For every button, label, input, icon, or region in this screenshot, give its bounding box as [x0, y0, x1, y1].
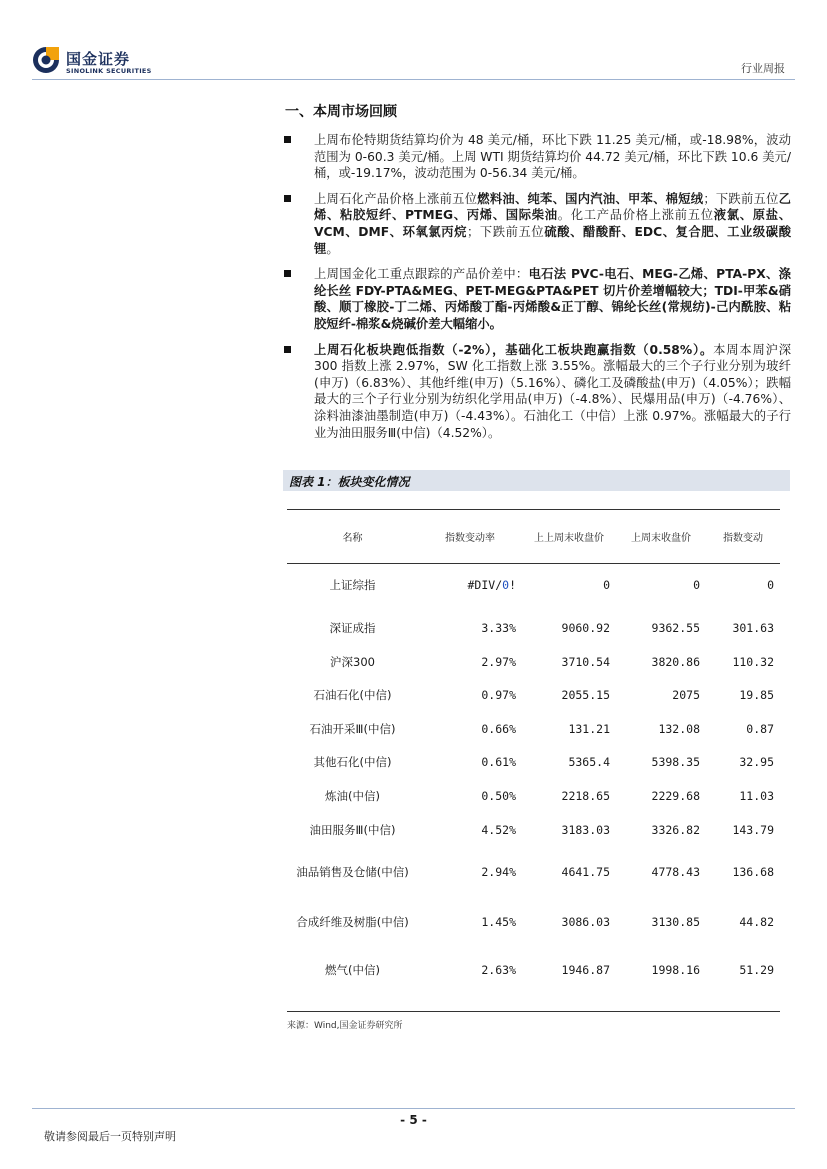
table-row: [287, 846, 780, 898]
cell-prev: 132.08: [658, 721, 700, 736]
cell-prev: 3130.85: [651, 914, 700, 929]
cell-name: 油品销售及仓储(中信): [296, 865, 409, 879]
table-row: [287, 898, 780, 945]
header-change: 指数变动: [723, 532, 763, 544]
bullet-bold-text: 液氯、原盐、VCM、DMF、环氧氯丙烷: [314, 208, 791, 239]
bullet-square-icon: [284, 136, 291, 143]
bullet-item: [283, 191, 791, 257]
cell-name: 石油石化(中信): [313, 688, 392, 702]
table-row: [287, 560, 780, 610]
cell-rate: 0.50%: [481, 789, 516, 803]
table-row: [287, 945, 780, 995]
bullet-item: [283, 342, 791, 442]
cell-rate: 2.94%: [481, 865, 516, 879]
cell-name: 炼油(中信): [325, 789, 380, 803]
logo-text-en: SINOLINK SECURITIES: [66, 67, 152, 75]
bullet-text: 上周石化产品价格上涨前五位: [314, 191, 478, 206]
bullet-text: 上周国金化工重点跟踪的产品价差中：: [314, 267, 529, 282]
bullet-text: 上周布伦特期货结算均价为 48 美元/桶，环比下跌 11.25 美元/桶，或-18.98%，波动范围为 0-60.3 美元/桶。上周 WTI 期货结算均价 44.72 美元/桶，环比下跌 10.6 美元/桶，或-19.17%，波动范围为 0-56.34 美元/桶。: [314, 133, 791, 181]
cell-change: 136.68: [732, 865, 774, 879]
page-number: - 5 -: [400, 1113, 427, 1127]
cell-name: 油田服务Ⅲ(中信): [309, 822, 396, 837]
company-logo: [32, 43, 172, 79]
cell-change: 0.87: [746, 721, 774, 736]
table-row: [287, 645, 780, 678]
cell-prev2: 3710.54: [561, 654, 610, 669]
table-header-row: [287, 512, 780, 560]
cell-change: 110.32: [732, 654, 774, 669]
bullet-square-icon: [284, 195, 291, 202]
bullet-bold-text: 硫酸、醋酸酐、EDC、复合肥、工业级碳酸锂: [314, 224, 791, 256]
header-prev2: 上上周末收盘价: [534, 532, 604, 544]
header-prev: 上周末收盘价: [631, 532, 691, 544]
cell-prev2: 0: [603, 578, 610, 592]
cell-prev2: 3086.03: [561, 914, 610, 929]
bullet-bold-text: 燃料油、纯苯、国内汽油、甲苯、棉短绒: [477, 191, 704, 206]
bullet-bold-text: 电石法 PVC-电石、MEG-乙烯、PTA-PX、涤纶长丝 FDY-PTA&MEG、PET-MEG&PTA&PET 切片价差增幅较大；TDI-甲苯&硝酸、顺丁橡胶-丁二烯、丙烯酸丁酯-丙烯酸&正丁醇、锦纶长丝(常规纺)-己内酰胺、粘胶短纤-棉浆&烧碱价差大幅缩小。: [314, 267, 791, 331]
bullet-item: [283, 132, 791, 182]
bullet-text: 本周本周沪深 300 指数上涨 2.97%，SW 化工指数上涨 3.55%。涨幅最大的三个子行业分别为玻纤(申万)（6.83%）、其他纤维(申万)（5.16%）、磷化工及磷酸盐(申万)（4.05%）；跌幅最大的三个子行业分别为纺织化学用品(申万)（-4.8%）、民爆用品(申万)（-4.76%）、涂料油漆油墨制造(申万)（-4.43%）。石油化工（中信）上涨 0.97%。涨幅最大的子行业为油田服务Ⅲ(中信)（4.52%）。: [314, 342, 791, 440]
cell-prev2: 9060.92: [561, 620, 610, 635]
figure-title-band: [283, 470, 790, 491]
cell-change: 19.85: [739, 688, 774, 702]
bullet-item: [283, 266, 791, 332]
section-title: 一、本周市场回顾: [285, 104, 397, 120]
header-name: 名称: [342, 532, 363, 544]
header-rate: 指数变动率: [445, 532, 495, 544]
cell-name: 沪深300: [330, 654, 375, 669]
cell-prev: 3820.86: [651, 654, 700, 669]
cell-prev: 5398.35: [651, 755, 700, 769]
cell-prev: 2075: [672, 688, 700, 702]
cell-name: 石油开采Ⅲ(中信): [309, 721, 396, 736]
cell-name: 合成纤维及树脂(中信): [296, 914, 409, 929]
cell-change: 0: [767, 578, 774, 592]
cell-rate: 2.63%: [481, 963, 516, 977]
bullet-text: ；下跌前五位: [703, 191, 779, 206]
cell-change: 44.82: [739, 914, 774, 929]
cell-rate: 0.66%: [481, 721, 516, 736]
cell-rate: 1.45%: [481, 914, 516, 929]
bullet-text: 。化工产品价格上涨前五位: [557, 208, 714, 223]
cell-prev2: 3183.03: [561, 822, 610, 837]
cell-rate: 0.97%: [481, 688, 516, 702]
bullet-list: [283, 132, 791, 450]
cell-name: 燃气(中信): [325, 963, 380, 977]
table-row: [287, 745, 780, 779]
sector-change-table: [287, 512, 780, 995]
cell-prev2: 2055.15: [561, 688, 610, 702]
bullet-text: 。: [326, 241, 339, 256]
table-row: [287, 813, 780, 846]
cell-change: 51.29: [739, 963, 774, 977]
cell-change: 32.95: [739, 755, 774, 769]
cell-change: 11.03: [739, 789, 774, 803]
cell-name: 深证成指: [329, 620, 376, 635]
bullet-bold-text: 上周石化板块跑低指数（-2%），基础化工板块跑赢指数（0.58%）。: [314, 342, 714, 357]
header-divider: [32, 79, 795, 80]
bullet-text: ；下跌前五位: [467, 224, 545, 239]
cell-rate: #DIV/0!: [467, 578, 516, 592]
logo-text-cn: 国金证券: [66, 50, 131, 68]
table-row: [287, 610, 780, 645]
report-type: 行业周报: [741, 62, 785, 75]
sinolink-logo-icon: [32, 46, 60, 74]
figure-title: 图表 1：板块变化情况: [289, 475, 410, 489]
bullet-square-icon: [284, 270, 291, 277]
figure-source: 来源：Wind,国金证券研究所: [287, 1021, 403, 1031]
cell-prev: 1998.16: [651, 963, 700, 977]
bullet-bold-text: 乙烯、粘胶短纤、PTMEG、丙烯、国际柴油: [314, 191, 791, 223]
table-bottom-rule: [287, 1011, 780, 1012]
cell-prev2: 4641.75: [561, 865, 610, 879]
cell-prev2: 5365.4: [568, 755, 610, 769]
cell-prev: 9362.55: [651, 620, 700, 635]
cell-name: 上证综指: [329, 578, 376, 592]
table-top-rule: [287, 509, 780, 510]
table-row: [287, 779, 780, 813]
cell-prev: 4778.43: [651, 865, 700, 879]
cell-change: 143.79: [732, 822, 774, 837]
cell-prev: 0: [693, 578, 700, 592]
table-row: [287, 712, 780, 745]
cell-prev2: 1946.87: [561, 963, 610, 977]
cell-name: 其他石化(中信): [313, 755, 392, 769]
table-row: [287, 678, 780, 712]
cell-prev2: 131.21: [568, 721, 610, 736]
cell-rate: 3.33%: [481, 620, 516, 635]
cell-prev2: 2218.65: [561, 789, 610, 803]
cell-rate: 4.52%: [481, 822, 516, 837]
cell-rate: 0.61%: [481, 755, 516, 769]
footer-divider: [32, 1108, 795, 1109]
cell-prev: 3326.82: [651, 822, 700, 837]
footer-disclaimer: 敬请参阅最后一页特别声明: [44, 1130, 176, 1143]
cell-prev: 2229.68: [651, 789, 700, 803]
cell-rate: 2.97%: [481, 654, 516, 669]
cell-change: 301.63: [732, 620, 774, 635]
bullet-square-icon: [284, 346, 291, 353]
